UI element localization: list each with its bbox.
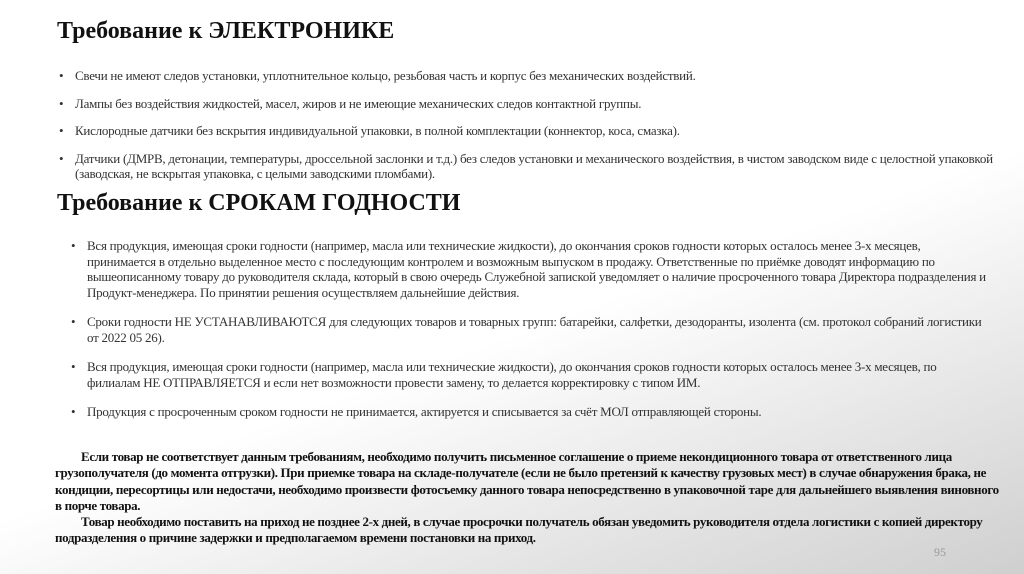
expiry-requirements-list (71, 238, 987, 434)
page-number: 95 (934, 545, 946, 559)
list-item: • Сроки годности НЕ УСТАНАВЛИВАЮТСЯ для следующих товаров и товарных групп: батарейки, салфетки, дезодоранты, изолента (см. протокол собраний логистики от 2022 05 26). (71, 314, 982, 345)
list-item: • Вся продукция, имеющая сроки годности (например, масла или технические жидкости), до окончания сроков годности которых осталось менее 3-х месяцев, принимается в отдельно выделенное место с последующим контролем и возможным выпуском в продажу. Ответственные по приёмке доводят информацию по вышеописанному товару до руководителя склада, который в свою очередь Служебной запиской уведомляет о наличие просроченного товара Директора подразделения и Продукт-менеджера. По принятии решения осуществляем дальнейшие действия. (71, 238, 986, 300)
bullet-icon: • (71, 238, 76, 253)
list-item: • Продукция с просроченным сроком годности не принимается, актируется и списывается за счёт МОЛ отправляющей стороны. (71, 404, 762, 419)
bullet-icon: • (59, 95, 64, 111)
bullet-icon: • (71, 359, 76, 374)
bullet-icon: • (59, 150, 64, 166)
bullet-icon: • (71, 404, 76, 419)
section-title-expiry: Требование к СРОКАМ ГОДНОСТИ (57, 190, 461, 216)
bullet-icon: • (59, 68, 64, 83)
section-title-electronics: Требование к ЭЛЕКТРОНИКЕ (57, 18, 395, 44)
bullet-icon: • (59, 123, 64, 138)
list-item: • Вся продукция, имеющая сроки годности (например, масла или технические жидкости), до окончания сроков годности которых осталось менее 3-х месяцев, по филиалам НЕ ОТПРАВЛЯЕТСЯ и если нет возможности провести замену, то делается корректировку с типом ИМ. (71, 359, 937, 390)
list-item: • Свечи не имеют следов установки, уплотнительное кольцо, резьбовая часть и корпус без механических воздействий. (59, 68, 696, 83)
list-item: • Датчики (ДМРВ, детонации, температуры, дроссельной заслонки и т.д.) без следов установки и механического воздействия, в чистом заводском виде с целостной упаковкой (заводская, не вскрытая упаковка, с целыми заводскими пломбами). (59, 150, 993, 181)
bullet-icon: • (71, 314, 76, 329)
note-paragraph: Товар необходимо поставить на приход не позднее 2-х дней, в случае просрочки получатель обязан уведомить руководителя отдела логистики с копией директору подразделения о причине задержки и предполагаемом времени постановки на приход. (55, 514, 983, 546)
list-item: • Лампы без воздействия жидкостей, масел, жиров и не имеющие механических следов контактной группы. (59, 95, 642, 111)
note-paragraph: Если товар не соответствует данным требованиям, необходимо получить письменное соглашение о приеме некондиционного товара от ответственного лица грузополучателя (до момента отгрузки). При приемке товара на складе-получателе (если не было претензий к качеству грузовых мест) в случае обнаружения брака, не кондиции, пересортицы или недостачи, необходимо произвести фотосъемку данного товара непосредственно в упаковочной таре для дальнейшего выявления виновного в порче товара. (55, 449, 999, 513)
note-block (55, 449, 1005, 547)
list-item: • Кислородные датчики без вскрытия индивидуальной упаковки, в полной комплектации (коннектор, коса, смазка). (59, 123, 680, 138)
electronics-requirements-list (59, 68, 1015, 194)
